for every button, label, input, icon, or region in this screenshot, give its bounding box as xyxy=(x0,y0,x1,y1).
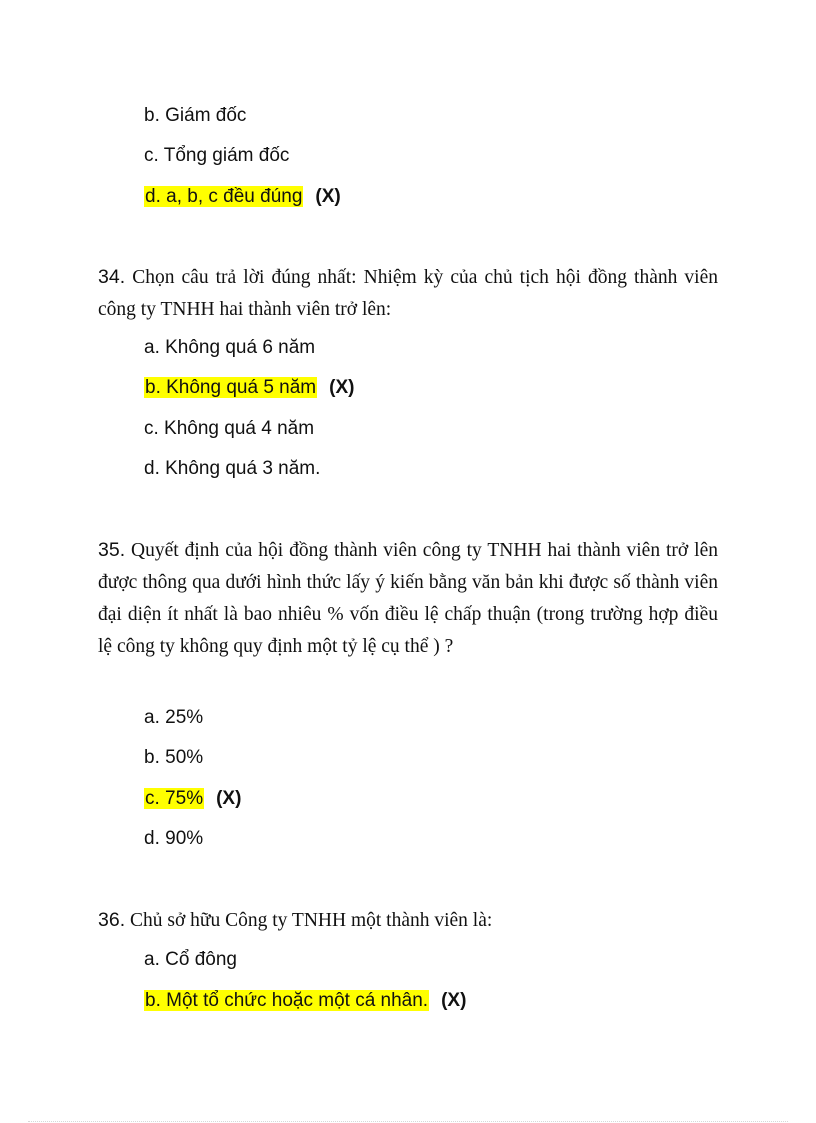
q35-option-d: d. 90% xyxy=(144,828,204,849)
question-number: 34. xyxy=(98,266,126,288)
question-34 xyxy=(98,261,718,326)
highlighted-answer: d. a, b, c đều đúng xyxy=(145,186,303,207)
question-35 xyxy=(98,534,718,663)
page-bottom-border xyxy=(28,1121,788,1122)
q35-option-c-correct xyxy=(144,783,241,815)
question-number: 36. xyxy=(98,909,126,931)
correct-mark: (X) xyxy=(329,377,355,398)
q35-option-a: a. 25% xyxy=(144,707,204,728)
q33-option-d-correct xyxy=(144,181,341,213)
q33-option-b: b. Giám đốc xyxy=(144,105,247,126)
question-text: Chủ sở hữu Công ty TNHH một thành viên là: xyxy=(129,910,493,931)
question-36 xyxy=(98,904,718,937)
q36-option-b-correct xyxy=(144,985,466,1017)
q34-option-a: a. Không quá 6 năm xyxy=(144,337,316,358)
q33-option-c: c. Tổng giám đốc xyxy=(144,145,290,166)
correct-mark: (X) xyxy=(216,788,242,809)
q35-option-b: b. 50% xyxy=(144,747,204,768)
q34-option-b-correct xyxy=(144,372,354,404)
q34-option-c: c. Không quá 4 năm xyxy=(144,418,315,439)
q34-option-d: d. Không quá 3 năm. xyxy=(144,458,321,479)
question-number: 35. xyxy=(98,539,126,561)
correct-mark: (X) xyxy=(315,186,341,207)
highlighted-answer: b. Một tổ chức hoặc một cá nhân. xyxy=(145,990,429,1011)
q36-option-a: a. Cổ đông xyxy=(144,949,237,970)
correct-mark: (X) xyxy=(441,990,467,1011)
highlighted-answer: c. 75% xyxy=(145,788,204,809)
highlighted-answer: b. Không quá 5 năm xyxy=(145,377,317,398)
question-text: Quyết định của hội đồng thành viên công ty TNHH hai thành viên trở lên được thông qua dưới hình thức lấy ý kiến bằng văn bản khi được số thành viên đại diện ít nhất là bao nhiêu % vốn điều lệ chấp thuận (trong trường hợp điều lệ công ty không quy định một tỷ lệ cụ thể ) ? xyxy=(98,540,718,657)
question-text: Chọn câu trả lời đúng nhất: Nhiệm kỳ của chủ tịch hội đồng thành viên công ty TNHH hai thành viên trở lên: xyxy=(98,267,718,320)
